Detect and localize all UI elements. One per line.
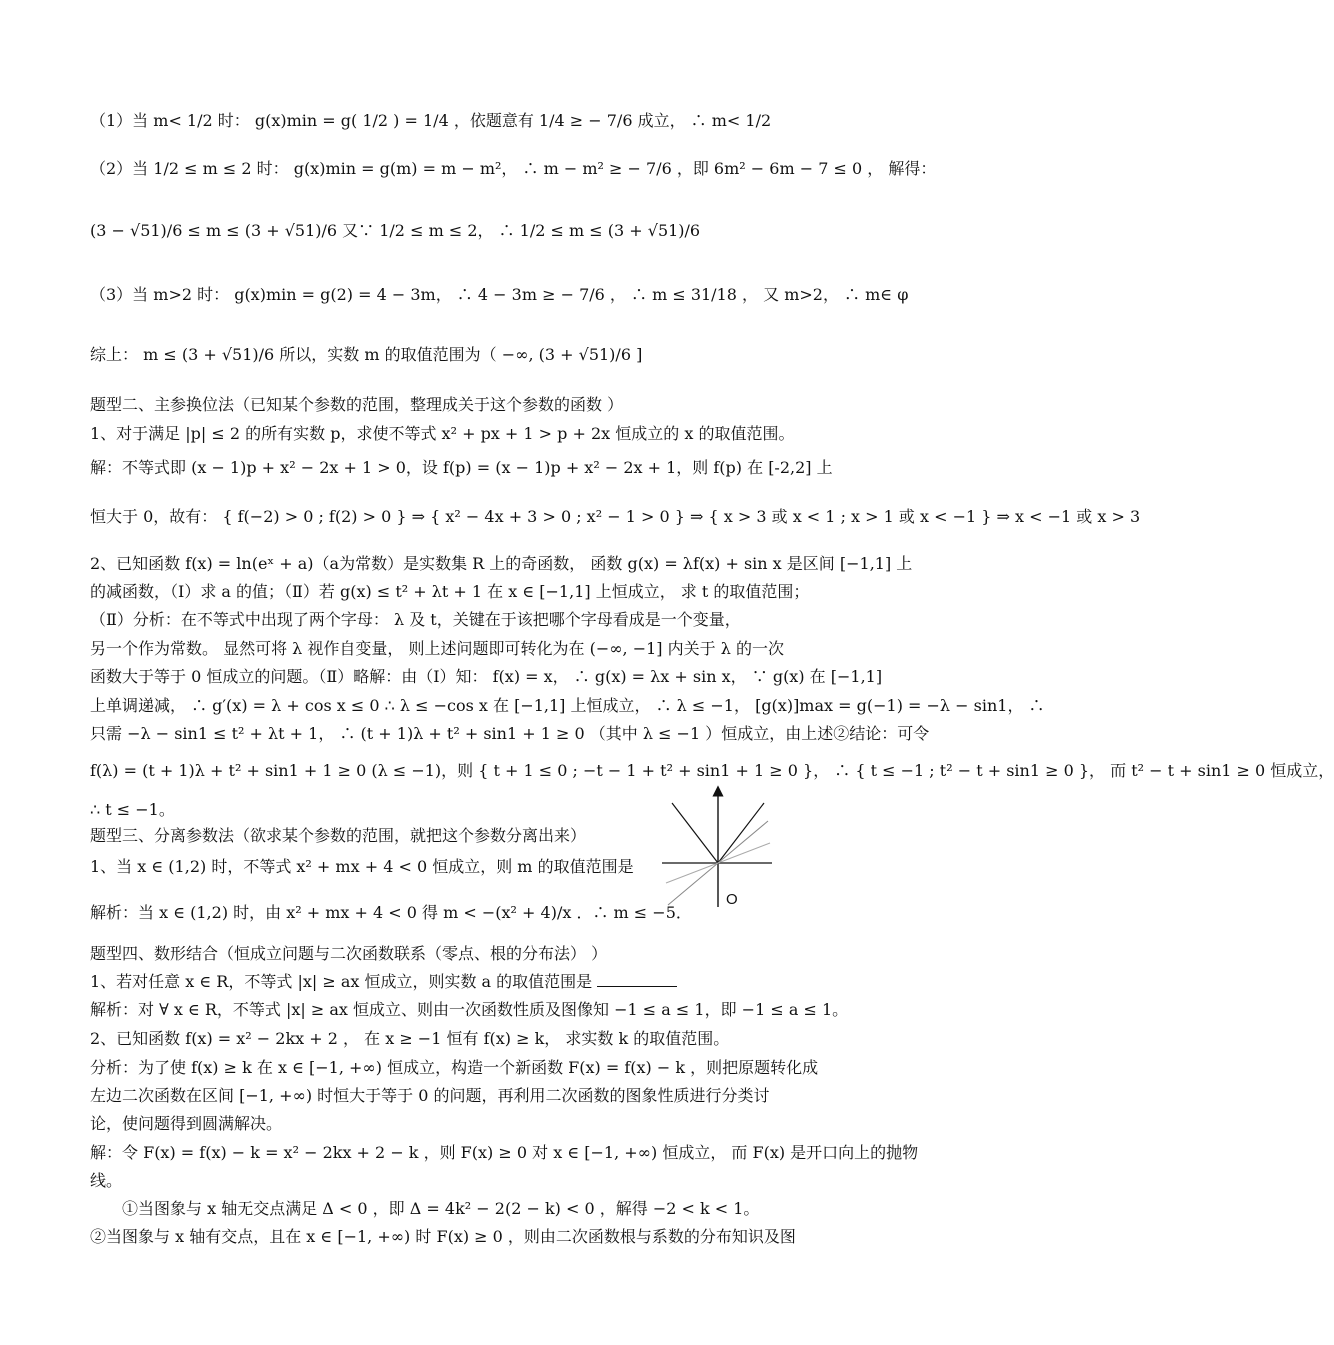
section-heading: 题型四、数形结合（恒成立问题与二次函数联系（零点、根的分布法） ） xyxy=(90,944,608,963)
text-line: 上单调递减， ∴ g′(x) = λ + cos x ≤ 0 ∴ λ ≤ −cos x 在 [−1,1] 上恒成立， ∴ λ ≤ −1， [g(x)]max = g(−1) = −λ − sin1， ∴ xyxy=(90,696,1045,715)
text-line: 2、已知函数 f(x) = x² − 2kx + 2 ， 在 x ≥ −1 恒有 f(x) ≥ k， 求实数 k 的取值范围。 xyxy=(90,1029,730,1048)
text-line: f(λ) = (t + 1)λ + t² + sin1 + 1 ≥ 0 (λ ≤ −1)，则 { t + 1 ≤ 0 ; −t − 1 + t² + sin1 + 1 ≥ 0 }， ∴ { t ≤ −1 ; t² − t + sin1 ≥ 0 }， 而 t² − t + sin1 ≥ 0 恒成立， xyxy=(90,761,1334,780)
text-line: 解析：当 x ∈ (1,2) 时，由 x² + mx + 4 < 0 得 m < −(x² + 4)/x ．∴ m ≤ −5． xyxy=(90,903,692,922)
text-line: 2、已知函数 f(x) = ln(eˣ + a)（a为常数）是实数集 R 上的奇函数， 函数 g(x) = λf(x) + sin x 是区间 [−1,1] 上 xyxy=(90,554,913,573)
answer-blank xyxy=(597,972,677,987)
text-line: （3）当 m>2 时： g(x)min = g(2) = 4 − 3m， ∴ 4 − 3m ≥ − 7/6 ， ∴ m ≤ 31/18 ， 又 m>2， ∴ m∈ φ xyxy=(90,285,909,304)
text-line: 解：令 F(x) = f(x) − k = x² − 2kx + 2 − k ，则 F(x) ≥ 0 对 x ∈ [−1, +∞) 恒成立， 而 F(x) 是开口向上的抛物 xyxy=(90,1143,919,1162)
line-y-ax-steep xyxy=(718,821,768,863)
text-line: 的减函数，（Ⅰ）求 a 的值；（Ⅱ）若 g(x) ≤ t² + λt + 1 在 x ∈ [−1,1] 上恒成立， 求 t 的取值范围； xyxy=(90,582,810,601)
abs-value-left-branch xyxy=(672,803,718,863)
text-line: （Ⅱ）分析：在不等式中出现了两个字母： λ 及 t，关键在于该把哪个字母看成是一个变量， xyxy=(90,610,741,629)
text-line xyxy=(90,971,677,993)
text-line: 解析：对 ∀ x ∈ R，不等式 |x| ≥ ax 恒成立、则由一次函数性质及图像知 −1 ≤ a ≤ 1，即 −1 ≤ a ≤ 1。 xyxy=(90,1000,849,1019)
text-line: 1、对于满足 |p| ≤ 2 的所有实数 p，求使不等式 x² + px + 1 > p + 2x 恒成立的 x 的取值范围。 xyxy=(90,424,795,443)
text-line: 只需 −λ − sin1 ≤ t² + λt + 1， ∴ (t + 1)λ + t² + sin1 + 1 ≥ 0 （其中 λ ≤ −1 ）恒成立，由上述②结论：可令 xyxy=(90,724,930,743)
text-line: （1）当 m< 1/2 时： g(x)min = g( 1/2 ) = 1/4 ，依题意有 1/4 ≥ − 7/6 成立， ∴ m< 1/2 xyxy=(90,111,772,130)
abs-value-graph-svg xyxy=(660,785,780,915)
text-line: 恒大于 0，故有： { f(−2) > 0 ; f(2) > 0 } ⇒ { x² − 4x + 3 > 0 ; x² − 1 > 0 } ⇒ { x > 3 或 x < 1 ; x > 1 或 x < −1 } ⇒ x < −1 或 x > 3 xyxy=(90,507,1141,526)
text-line: 分析：为了使 f(x) ≥ k 在 x ∈ [−1, +∞) 恒成立，构造一个新函数 F(x) = f(x) − k ，则把原题转化成 xyxy=(90,1058,819,1077)
text-line: 解：不等式即 (x − 1)p + x² − 2x + 1 > 0，设 f(p) = (x − 1)p + x² − 2x + 1，则 f(p) 在 [-2,2] 上 xyxy=(90,458,833,477)
origin-label: O xyxy=(726,891,738,908)
abs-value-graph xyxy=(660,785,780,915)
text-line: ①当图象与 x 轴无交点满足 Δ < 0 ，即 Δ = 4k² − 2(2 − k) < 0 ，解得 −2 < k < 1。 xyxy=(122,1199,760,1218)
text-line: 另一个作为常数。 显然可将 λ 视作自变量， 则上述问题即可转化为在 (−∞, −1] 内关于 λ 的一次 xyxy=(90,639,784,658)
line-y-ax-steep-neg xyxy=(668,863,718,905)
text-line: 1、当 x ∈ (1,2) 时，不等式 x² + mx + 4 < 0 恒成立，则 m 的取值范围是 xyxy=(90,857,634,876)
text-line: 左边二次函数在区间 [−1, +∞) 时恒大于等于 0 的问题，再利用二次函数的图象性质进行分类讨 xyxy=(90,1086,770,1105)
section-heading: 题型三、分离参数法（欲求某个参数的范围，就把这个参数分离出来） xyxy=(90,826,587,845)
question-text: 1、若对任意 x ∈ R，不等式 |x| ≥ ax 恒成立，则实数 a 的取值范围是 xyxy=(90,972,593,991)
text-line: 函数大于等于 0 恒成立的问题。（Ⅱ）略解：由（Ⅰ）知： f(x) = x， ∴ g(x) = λx + sin x， ∵ g(x) 在 [−1,1] xyxy=(90,667,883,686)
line-y-ax-shallow-neg xyxy=(666,863,718,883)
text-line: 论，使问题得到圆满解决。 xyxy=(90,1114,283,1133)
section-heading: 题型二、主参换位法（已知某个参数的范围，整理成关于这个参数的函数 ） xyxy=(90,395,624,414)
text-line: 综上： m ≤ (3 + √51)/6 所以，实数 m 的取值范围为（ −∞, (3 + √51)/6 ] xyxy=(90,345,643,364)
text-line: (3 − √51)/6 ≤ m ≤ (3 + √51)/6 又∵ 1/2 ≤ m ≤ 2， ∴ 1/2 ≤ m ≤ (3 + √51)/6 xyxy=(90,221,701,240)
text-line: 线。 xyxy=(90,1171,123,1190)
text-line: （2）当 1/2 ≤ m ≤ 2 时： g(x)min = g(m) = m − m²， ∴ m − m² ≥ − 7/6 ，即 6m² − 6m − 7 ≤ 0 ， 解得： xyxy=(90,159,937,178)
text-line: ∴ t ≤ −1。 xyxy=(90,800,175,819)
text-line: ②当图象与 x 轴有交点，且在 x ∈ [−1, +∞) 时 F(x) ≥ 0 ，则由二次函数根与系数的分布知识及图 xyxy=(90,1227,796,1246)
